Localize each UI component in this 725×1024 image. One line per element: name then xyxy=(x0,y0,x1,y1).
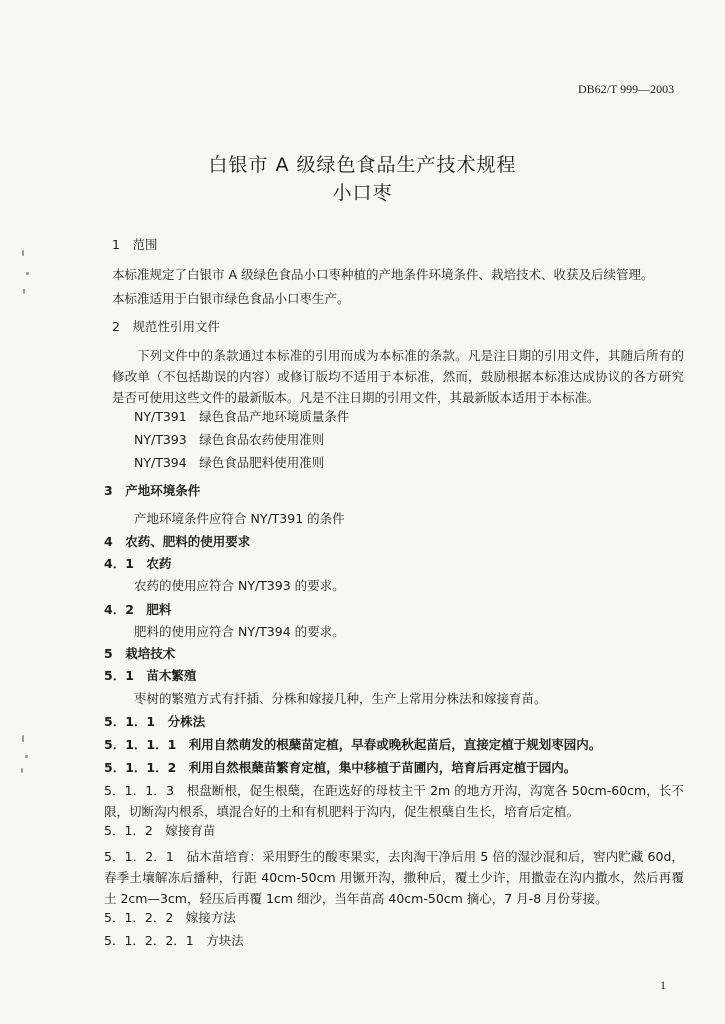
section-4-heading: 4 农药、肥料的使用要求 xyxy=(104,534,251,549)
section-1-paragraph-2: 本标准适用于白银市绿色食品小口枣生产。 xyxy=(112,291,350,306)
section-2-heading: 2 规范性引用文件 xyxy=(112,319,220,334)
section-5-1-2-2-heading: 5．1．2．2 嫁接方法 xyxy=(104,910,236,925)
page-number: 1 xyxy=(660,978,666,992)
section-5-1-2-1: 5．1．2．1 砧木苗培育：采用野生的酸枣果实，去肉淘干净后用 5 倍的湿沙混和后，窖内贮藏 60d，春季土壤解冻后播种，行距 40cm-50cm 用镢开沟，撒种后，覆土少许，用撒壶在沟内撒水，然后再覆土 2cm—3cm，轻压后再覆 1cm 细沙，当年苗高 40cm-50cm 摘心，7 月-8 月份芽接。 xyxy=(104,849,684,906)
scan-speck xyxy=(22,250,24,256)
section-5-heading: 5 栽培技术 xyxy=(104,646,176,661)
section-5-1-1-3: 5．1．1．3 根盘断根，促生根蘖，在距选好的母枝主干 2m 的地方开沟，沟宽各 50cm-60cm，长不限，切断沟内根系，填混合好的土和有机肥料于沟内，促生根蘖自生长，培育后定植。 xyxy=(104,783,684,819)
section-1-paragraph-1: 本标准规定了白银市 A 级绿色食品小口枣种植的产地条件环境条件、栽培技术、收获及后续管理。 xyxy=(112,267,654,282)
scan-speck xyxy=(23,289,25,294)
section-3-paragraph: 产地环境条件应符合 NY/T391 的条件 xyxy=(134,511,345,526)
section-3-heading: 3 产地环境条件 xyxy=(104,483,201,498)
section-5-1-1-1: 5．1．1．1 利用自然萌发的根蘖苗定植，早春或晚秋起苗后，直接定植于规划枣园内。 xyxy=(104,737,602,752)
scan-speck xyxy=(25,755,28,758)
reference-ny-t394: NY/T394 绿色食品肥料使用准则 xyxy=(134,455,325,470)
reference-ny-t393: NY/T393 绿色食品农药使用准则 xyxy=(134,432,325,447)
scan-speck xyxy=(22,735,24,742)
scan-speck xyxy=(26,272,29,275)
document-subtitle: 小口枣 xyxy=(332,182,393,204)
scan-speck xyxy=(21,768,23,773)
section-5-1-1-2: 5．1．1．2 利用自然根蘖苗繁育定植，集中移植于苗圃内，培育后再定植于园内。 xyxy=(104,760,577,775)
reference-ny-t391: NY/T391 绿色食品产地环境质量条件 xyxy=(134,409,350,424)
standard-code: DB62/T 999—2003 xyxy=(578,82,675,96)
section-5-1-2-heading: 5．1．2 嫁接育苗 xyxy=(104,823,216,838)
section-5-1-1-heading: 5．1．1 分株法 xyxy=(104,714,206,729)
section-1-heading: 1 范围 xyxy=(112,237,158,252)
document-title: 白银市 A 级绿色食品生产技术规程 xyxy=(208,154,517,176)
section-4-2-heading: 4．2 肥料 xyxy=(104,602,172,617)
section-5-1-heading: 5．1 苗木繁殖 xyxy=(104,668,197,683)
section-4-1-paragraph: 农药的使用应符合 NY/T393 的要求。 xyxy=(134,578,345,593)
section-4-1-heading: 4．1 农药 xyxy=(104,556,172,571)
section-5-1-2-2-1-heading: 5．1．2．2．1 方块法 xyxy=(104,933,244,948)
section-5-1-paragraph: 枣树的繁殖方式有扦插、分株和嫁接几种，生产上常用分株法和嫁接育苗。 xyxy=(134,691,547,706)
section-2-paragraph: 下列文件中的条款通过本标准的引用而成为本标准的条款。凡是注日期的引用文件，其随后所有的修改单（不包括勘误的内容）或修订版均不适用于本标准，然而，鼓励根据本标准达成协议的各方研究是否可使用这些文件的最新版本。凡是不注日期的引用文件，其最新版本适用于本标准。 xyxy=(112,348,684,405)
section-4-2-paragraph: 肥料的使用应符合 NY/T394 的要求。 xyxy=(134,624,345,639)
